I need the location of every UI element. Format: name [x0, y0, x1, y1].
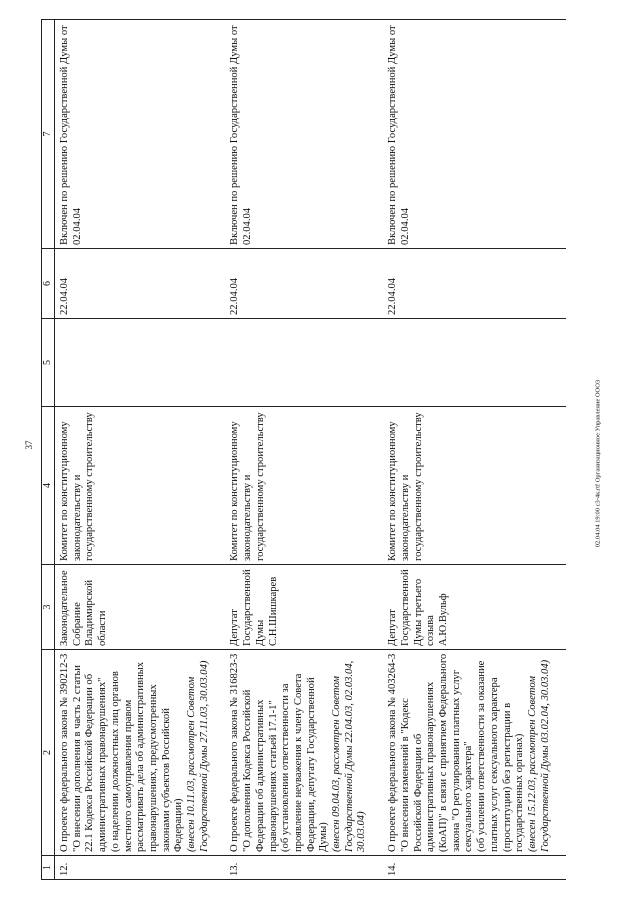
status-cell: Включен по решению Государственной Думы от 02.04.04 [225, 20, 383, 249]
table-row [225, 20, 383, 880]
column-header: 7 [42, 20, 55, 249]
column-header: 1 [42, 856, 55, 880]
author-cell: Депутат Государственной Думы третьего созыва А.Ю.Вульф [383, 565, 566, 650]
bill-title: О проекте федерального закона № 403264-3 "О внесении изменений в "Кодекс Российской Федерации об административных правонарушениях (КоАП)" в связи с принятием Федерального закона "О регулировании платных услуг сексуального характера" [387, 653, 475, 852]
table-row [383, 20, 566, 880]
column-header: 5 [42, 319, 55, 407]
committee-cell: Комитет по конституционному законодательству и государственному строительству [383, 407, 566, 565]
author-cell: Депутат Государственной Думы С.Н.Шишкарев [225, 565, 383, 650]
bill-note: (внесен 09.04.03, рассмотрен Советом Государственной Думы 22.04.03, 02.03.04, 30.03.04) [331, 660, 368, 852]
date-cell: 22.04.04 [55, 249, 226, 319]
committee-cell: Комитет по конституционному законодательству и государственному строительству [55, 407, 226, 565]
empty-cell [383, 319, 566, 407]
bill-title: О проекте федерального закона № 390212-3 "О внесении дополнения в часть 2 статьи 22.1 Кодекса Российской Федерации об административных правонарушениях" [59, 653, 109, 852]
bill-cell [55, 650, 226, 856]
row-number: 14. [383, 856, 566, 880]
date-cell: 22.04.04 [383, 249, 566, 319]
column-header: 3 [42, 565, 55, 650]
date-cell: 22.04.04 [225, 249, 383, 319]
document-table-sheet [41, 20, 601, 880]
row-number: 12. [55, 856, 226, 880]
status-cell: Включен по решению Государственной Думы от 02.04.04 [383, 20, 566, 249]
footer-note: 02.04.04 19:00 с3-4к.rtf Организационное Управление ООО3 [594, 379, 602, 548]
column-header-row [42, 20, 55, 880]
committee-cell: Комитет по конституционному законодательству и государственному строительству [225, 407, 383, 565]
empty-cell [55, 319, 226, 407]
status-cell: Включен по решению Государственной Думы от 02.04.04 [55, 20, 226, 249]
bill-description: (об установлении ответственности за проявление неуважения к члену Совета Федерации, депутату Государственной Думы) [280, 673, 330, 852]
bills-table [41, 19, 566, 880]
bill-cell [225, 650, 383, 856]
column-header: 4 [42, 407, 55, 565]
table-row [55, 20, 226, 880]
bill-cell [383, 650, 566, 856]
page-number: 37 [24, 440, 34, 450]
column-header: 2 [42, 650, 55, 856]
bill-note: (внесен 10.11.03, рассмотрен Советом Государственной Думы 27.11.03, 30.03.04) [186, 660, 210, 852]
bill-description: (об усилении ответственности за оказание платных услуг сексуального характера (проституции) без регистрации в государственных органах) [476, 660, 526, 852]
bill-note: (внесен 15.12.03, рассмотрен Советом Государственной Думы 03.02.04, 30.03.04) [526, 659, 551, 852]
bill-title: О проекте федерального закона № 316823-3 "О дополнении Кодекса Российской Федерации об административных правонарушениях статьей 17.1-1" [229, 653, 279, 852]
author-cell: Законодательное Собрание Владимирской области [55, 565, 226, 650]
empty-cell [225, 319, 383, 407]
column-header: 6 [42, 249, 55, 319]
row-number: 13. [225, 856, 383, 880]
bill-description: (о наделении должностных лиц органов местного самоуправления правом рассматривать дела об административных правонарушениях, предусмотренных законами субъектов Российской Федерации) [109, 661, 185, 852]
